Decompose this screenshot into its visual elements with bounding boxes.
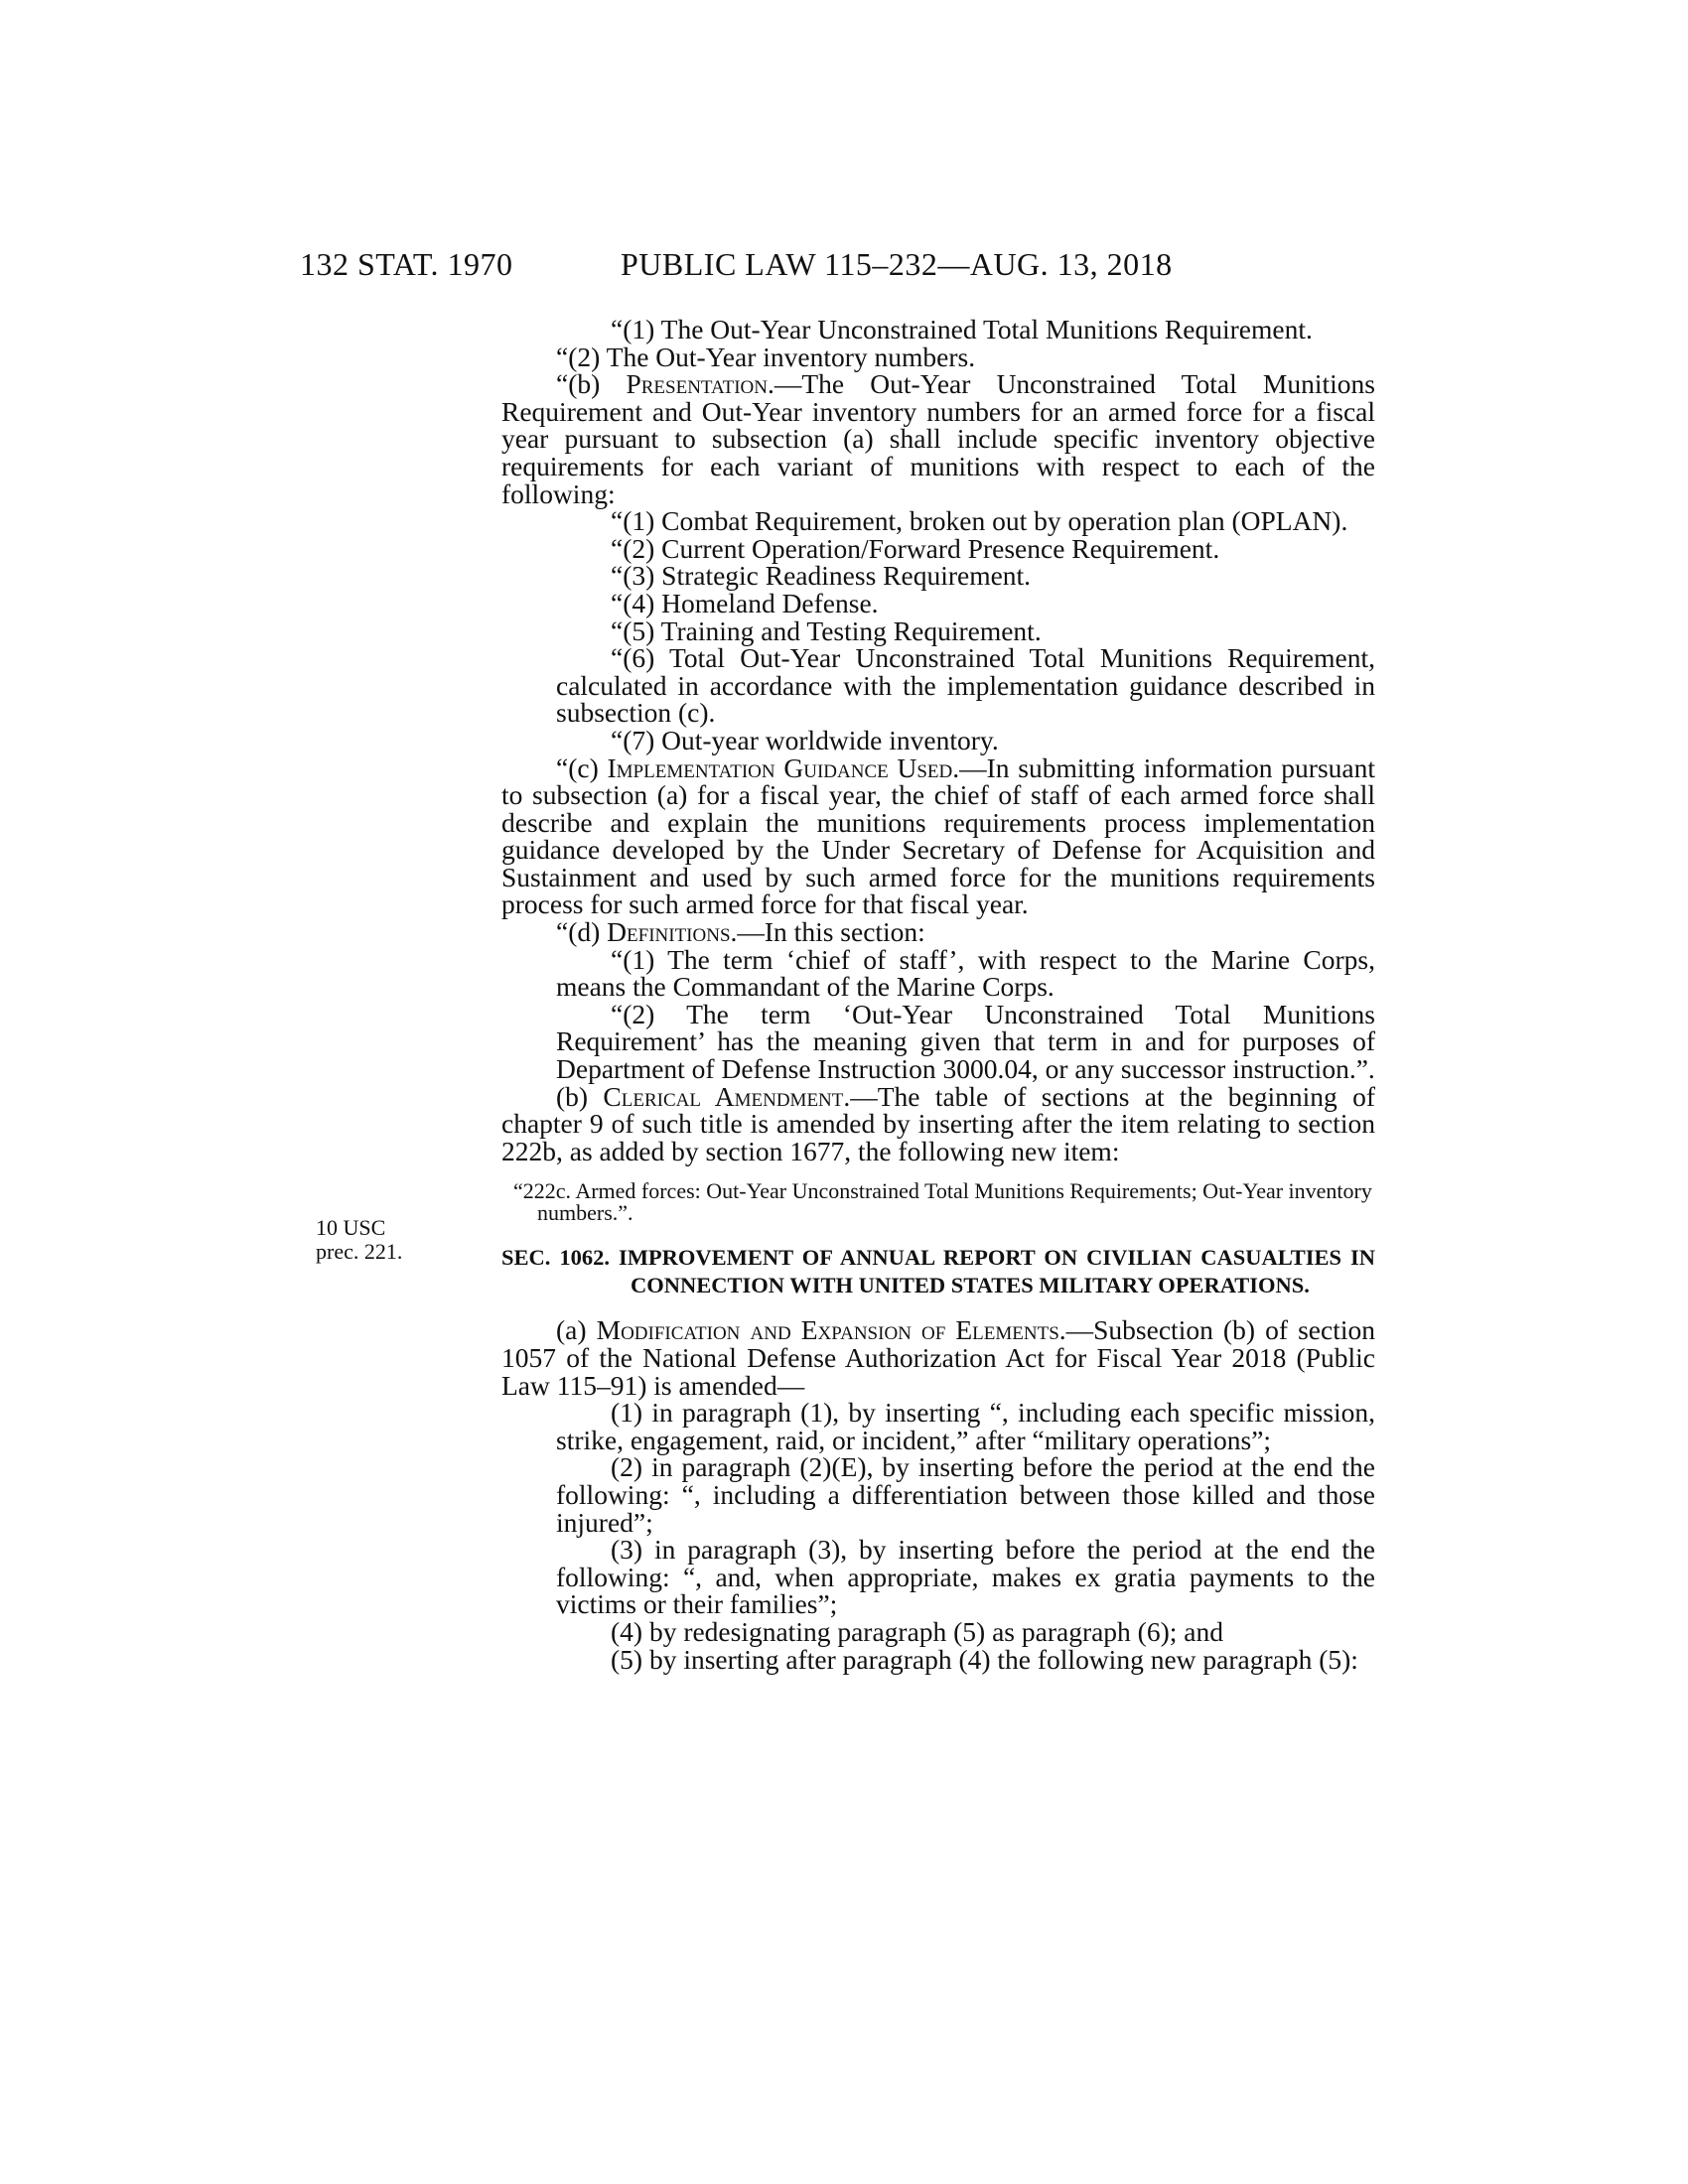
running-header bbox=[0, 246, 1688, 286]
paragraph-b1: “(1) Combat Requirement, broken out by operation plan (OPLAN). bbox=[611, 505, 1348, 537]
public-law-title: PUBLIC LAW 115–232—AUG. 13, 2018 bbox=[621, 246, 1173, 282]
amendment-1: (1) in paragraph (1), by inserting “, including each specific mission, strike, engagement, raid, or incident,” after “military operations”; bbox=[556, 1397, 1375, 1455]
statute-page-citation: 132 STAT. 1970 bbox=[300, 246, 513, 282]
paragraph-b3: “(3) Strategic Readiness Requirement. bbox=[611, 560, 1032, 592]
clerical-amendment bbox=[501, 1080, 1375, 1166]
paragraph-b2: “(2) Current Operation/Forward Presence Requirement. bbox=[611, 532, 1220, 564]
subsection-a-text: .—Subsection (b) of section 1057 of the National Defense Authorization Act for Fiscal Year 2018 (Public Law 115–91) is amended— bbox=[501, 1314, 1375, 1401]
paragraph-b4: “(4) Homeland Defense. bbox=[611, 587, 879, 618]
subsection-d-text: .—In this section: bbox=[730, 916, 925, 948]
paragraph-b5: “(5) Training and Testing Requirement. bbox=[611, 614, 1042, 646]
paragraph-d2: “(2) The term ‘Out-Year Unconstrained Total Munitions Requirement’ has the meaning given that term in and for purposes of Department of Defense Instruction 3000.04, or any successor instruction.”. bbox=[556, 998, 1375, 1085]
subsection-b-heading: Presentation bbox=[626, 368, 768, 400]
clerical-heading: Clerical Amendment bbox=[603, 1080, 844, 1112]
margin-note-line-2: prec. 221. bbox=[316, 1239, 403, 1264]
clerical-text: .—The table of sections at the beginning of chapter 9 of such title is amended by inserting after the item relating to section 222b, as added by section 1677, the following new item: bbox=[501, 1080, 1375, 1166]
clerical-lead: (b) bbox=[556, 1080, 604, 1112]
paragraph-a2: “(2) The Out-Year inventory numbers. bbox=[556, 341, 976, 372]
subsection-a-heading: Modification and Expansion of Elements bbox=[596, 1314, 1059, 1346]
subsection-c-lead: “(c) bbox=[556, 751, 608, 783]
subsection-d-heading: Definitions bbox=[607, 916, 731, 948]
margin-note-line-1: 10 USC bbox=[316, 1215, 386, 1240]
amendment-5: (5) by inserting after paragraph (4) the following new paragraph (5): bbox=[611, 1643, 1358, 1675]
paragraph-b6: “(6) Total Out-Year Unconstrained Total Munitions Requirement, calculated in accordance with the implementation guidance described in subsection (c). bbox=[556, 642, 1375, 729]
paragraph-a1: “(1) The Out-Year Unconstrained Total Munitions Requirement. bbox=[611, 314, 1313, 344]
margin-note bbox=[316, 1216, 435, 1264]
subsection-c-heading: Implementation Guidance Used bbox=[607, 751, 953, 783]
subsection-a bbox=[501, 1316, 1375, 1399]
subsection-b bbox=[501, 370, 1375, 507]
subsection-c bbox=[501, 751, 1375, 920]
table-of-sections-item: “222c. Armed forces: Out-Year Unconstrained Total Munitions Requirements; Out-Year inventory numbers.”. bbox=[513, 1178, 1372, 1226]
subsection-c-text: .—In submitting information pursuant to subsection (a) for a fiscal year, the chief of staff of each armed force shall describe and explain the munitions requirements process implementation guidance developed by the Under Secretary of Defense for Acquisition and Sustainment and used by such armed force for the munitions requirements process for such armed force for that fiscal year. bbox=[501, 751, 1375, 920]
section-heading: SEC. 1062. IMPROVEMENT OF ANNUAL REPORT ON CIVILIAN CASUALTIES IN CONNECTION WITH UNITED STATES MILITARY OPERATIONS. bbox=[501, 1245, 1375, 1297]
amendment-2: (2) in paragraph (2)(E), by inserting before the period at the end the following: “, including a differentiation between those killed and those injured”; bbox=[556, 1451, 1375, 1538]
subsection-b-lead: “(b) bbox=[556, 368, 627, 400]
paragraph-b7: “(7) Out-year worldwide inventory. bbox=[611, 724, 999, 755]
paragraph-d1: “(1) The term ‘chief of staff’, with respect to the Marine Corps, means the Commandant of the Marine Corps. bbox=[556, 943, 1375, 1003]
subsection-b-text: .—The Out-Year Unconstrained Total Munitions Requirement and Out-Year inventory numbers for an armed force for a fiscal year pursuant to subsection (a) shall include specific inventory objective requirements for each variant of munitions with respect to each of the following: bbox=[501, 368, 1375, 509]
subsection-d bbox=[501, 918, 1375, 946]
amendment-3: (3) in paragraph (3), by inserting before the period at the end the following: “, and, when appropriate, makes ex gratia payments to the victims or their families”; bbox=[556, 1534, 1375, 1620]
subsection-a-lead: (a) bbox=[556, 1314, 597, 1346]
amendment-4: (4) by redesignating paragraph (5) as paragraph (6); and bbox=[611, 1615, 1223, 1647]
subsection-d-lead: “(d) bbox=[556, 916, 608, 948]
text-column bbox=[501, 316, 1375, 1673]
